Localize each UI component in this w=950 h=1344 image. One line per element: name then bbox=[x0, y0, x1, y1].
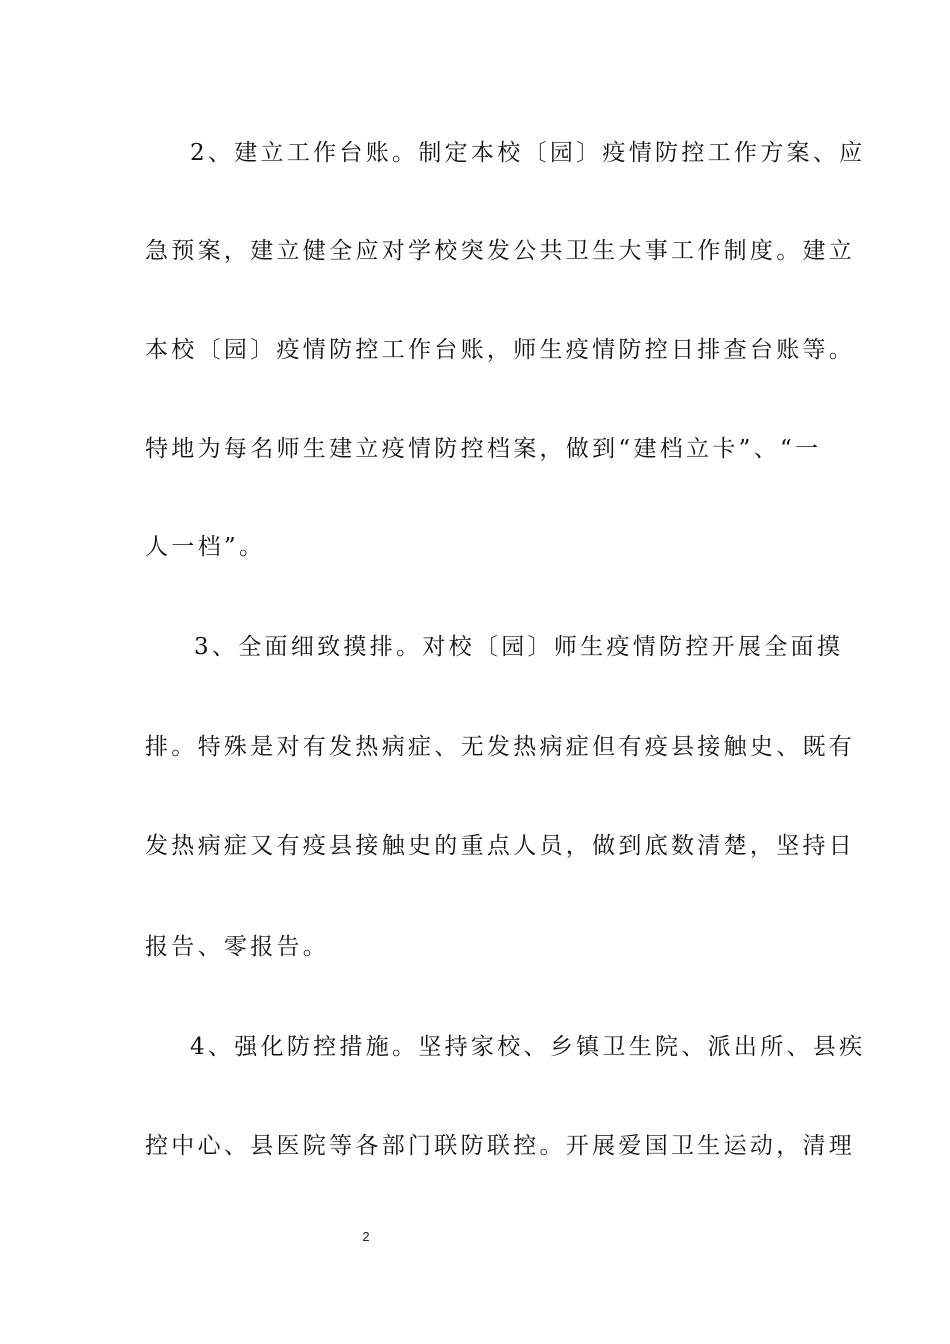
paragraph-4-line-2: 控中心、县医院等各部门联防联控。开展爱国卫生运动，清理 bbox=[145, 1133, 856, 1159]
paragraph-2-line-3: 本校〔园〕疫情防控工作台账，师生疫情防控日排查台账等。 bbox=[145, 337, 856, 363]
paragraph-3-line-1: 3、全面细致摸排。对校〔园〕师生疫情防控开展全面摸 bbox=[194, 634, 844, 660]
paragraph-3-line-4: 报告、零报告。 bbox=[145, 934, 330, 960]
paragraph-3-line-2: 排。特殊是对有发热病症、无发热病症但有疫县接触史、既有 bbox=[145, 734, 856, 760]
paragraph-2-line-2: 急预案，建立健全应对学校突发公共卫生大事工作制度。建立 bbox=[145, 238, 856, 264]
paragraph-2-line-5: 人一档”。 bbox=[145, 534, 266, 560]
paragraph-2-line-1: 2、建立工作台账。制定本校〔园〕疫情防控工作方案、应 bbox=[190, 140, 866, 166]
paragraph-4-line-1: 4、强化防控措施。坚持家校、乡镇卫生院、派出所、县疾 bbox=[190, 1034, 866, 1060]
page-number: 2 bbox=[362, 1229, 370, 1244]
paragraph-2-line-4: 特地为每名师生建立疫情防控档案，做到“建档立卡”、“一 bbox=[145, 436, 822, 462]
paragraph-3-line-3: 发热病症又有疫县接触史的重点人员，做到底数清楚，坚持日 bbox=[145, 833, 856, 859]
